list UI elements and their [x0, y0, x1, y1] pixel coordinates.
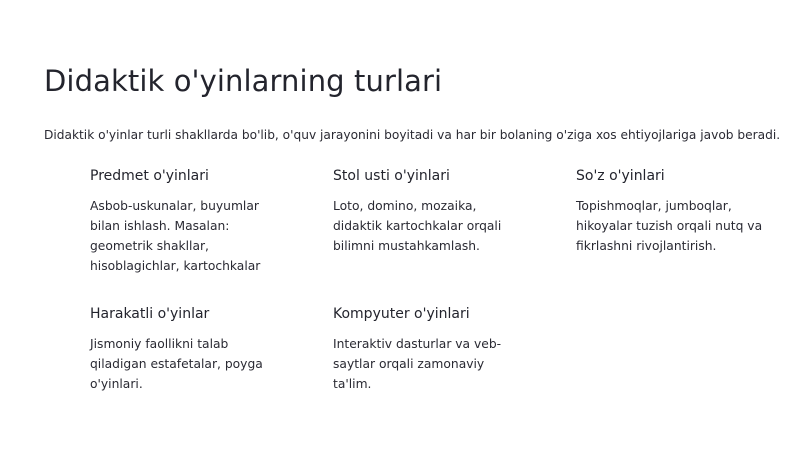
card-harakatli-oyinlar	[90, 306, 270, 394]
card-text: Asbob-uskunalar, buyumlar bilan ishlash. Masalan: geometrik shakllar, hisoblagichlar, kartochkalar	[90, 199, 261, 273]
card-text: Interaktiv dasturlar va veb-saytlar orqali zamonaviy ta'lim.	[333, 337, 502, 391]
card-title: Harakatli o'yinlar	[90, 306, 210, 322]
card-title: So'z o'yinlari	[576, 168, 665, 184]
card-text: Topishmoqlar, jumboqlar, hikoyalar tuzish orqali nutq va fikrlashni rivojlantirish.	[576, 199, 763, 253]
card-title: Kompyuter o'yinlari	[333, 306, 470, 322]
intro-text: Didaktik o'yinlar turli shakllarda bo'lib, o'quv jarayonini boyitadi va har bir bolaning o'ziga xos ehtiyojlariga javob beradi.	[44, 128, 781, 142]
slide-title: Didaktik o'yinlarning turlari	[44, 64, 443, 98]
card-predmet-oyinlari	[90, 168, 270, 276]
card-soz-oyinlari	[576, 168, 776, 256]
card-title: Stol usti o'yinlari	[333, 168, 450, 184]
card-text: Jismoniy faollikni talab qiladigan estafetalar, poyga o'yinlari.	[90, 337, 263, 391]
card-text: Loto, domino, mozaika, didaktik kartochkalar orqali bilimni mustahkamlash.	[333, 199, 502, 253]
card-stol-usti-oyinlari	[333, 168, 513, 256]
card-kompyuter-oyinlari	[333, 306, 513, 394]
card-title: Predmet o'yinlari	[90, 168, 209, 184]
